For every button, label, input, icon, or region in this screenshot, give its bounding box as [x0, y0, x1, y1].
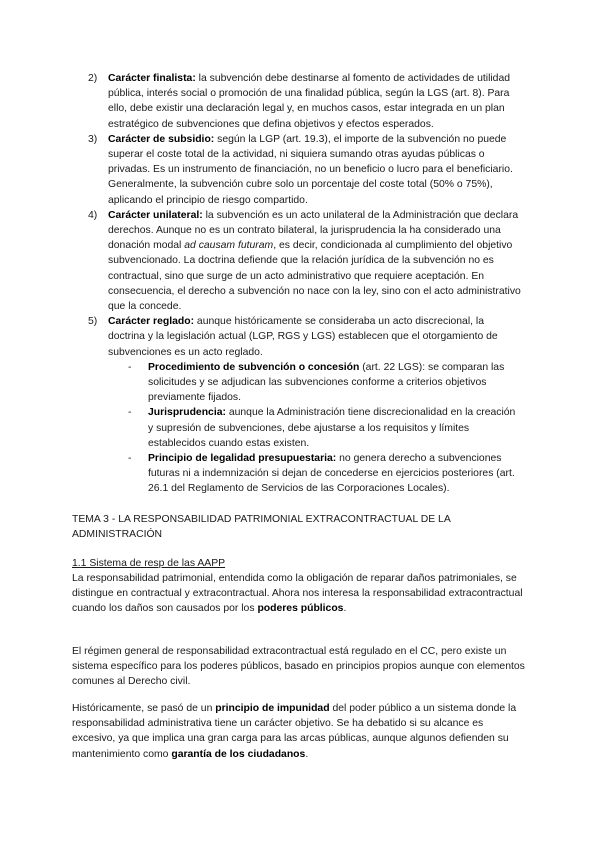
sub-item-text: (art. 22 LGS): se comparan las solicitudes y se adjudican las subvenciones conforme a criterios objetivos previamente fijados. [148, 361, 505, 404]
item-text: según la LGP (art. 19.3), el importe de la subvención no puede superar el coste total de la actividad, ni siquiera sumando otras ayudas públicas o privadas. Es un instrumento de financiación, no un beneficio o lucro para el beneficiario. Generalmente, la subvención cubre solo un porcentaje del coste total (50% o 75%), aplicando el principio de riesgo compartido. [108, 133, 513, 206]
dash-bullet: - [128, 407, 132, 419]
sub-list-item [128, 360, 522, 406]
item-number: 3) [88, 133, 98, 145]
sub-item-title: Procedimiento de subvención o concesión [148, 361, 360, 373]
paragraph [72, 571, 528, 617]
item-title: Carácter unilateral: [108, 209, 203, 221]
item-text: , es decir, condicionada al cumplimiento del objetivo subvencionado. La doctrina defiende que la relación jurídica de la subvención no es contractual, sino que surge de un acto administrativo que requiere aceptación. En consecuencia, el derecho a subvención no nace con la ley, sino con el acto administrativo que la concede. [108, 240, 521, 313]
sub-item-title: Principio de legalidad presupuestaria: [148, 453, 337, 465]
paragraph [72, 644, 528, 690]
paragraph-bold: garantía de los ciudadanos [171, 748, 306, 760]
list-item [88, 132, 522, 208]
item-number: 4) [88, 209, 98, 221]
list-item [88, 71, 522, 132]
paragraph-bold: poderes públicos [257, 603, 344, 615]
paragraph-text: La responsabilidad patrimonial, entendida como la obligación de reparar daños patrimoniales, se distingue en contractual y extracontractual. Ahora nos interesa la responsabilidad extracontractual cuando los daños son causados por los [72, 573, 523, 615]
sub-item-title: Jurisprudencia: [148, 407, 226, 419]
dash-bullet: - [128, 361, 132, 373]
sub-item-text: no genera derecho a subvenciones futuras ni a indemnización si dejan de concederse en ejercicios posteriores (art. 26.1 del Reglamento de Servicios de las Corporaciones Locales). [148, 453, 515, 495]
item-italic: ad causam futuram [184, 240, 274, 252]
paragraph [72, 701, 528, 762]
sub-list-item [128, 451, 522, 497]
item-text: la subvención es un acto unilateral de la Administración que declara derechos. Aunque no es un contrato bilateral, la jurisprudencia la ha considerado una donación modal [108, 209, 519, 252]
section-heading: TEMA 3 - LA RESPONSABILIDAD PATRIMONIAL EXTRACONTRACTUAL DE LA ADMINISTRACIÓN [72, 514, 451, 541]
item-title: Carácter finalista: [108, 73, 196, 84]
paragraph-end: . [305, 748, 309, 760]
item-text: aunque históricamente se consideraba un acto discrecional, la doctrina y la legislación actual (LGP, RGS y LGS) establecen que el otorgamiento de subvenciones es un acto reglado. [108, 316, 498, 358]
list-item [88, 314, 522, 496]
subsection-heading: 1.1 Sistema de resp de las AAPP [72, 558, 226, 569]
item-title: Carácter reglado: [108, 316, 195, 328]
paragraph-bold: principio de impunidad [215, 703, 330, 714]
sub-list [128, 360, 522, 497]
item-number: 5) [88, 316, 98, 328]
paragraph-text: El régimen general de responsabilidad extracontractual está regulado en el CC, pero existe un sistema específico para los poderes públicos, basado en principios propios aunque con elementos comunes al Derecho civil. [72, 646, 525, 688]
sub-item-text: aunque la Administración tiene discrecionalidad en la creación y supresión de subvenciones, debe ajustarse a los requisitos y límites establecidos cuando estas existen. [148, 407, 516, 449]
paragraph-end: . [343, 603, 347, 615]
dash-bullet: - [128, 453, 132, 465]
paragraph-text: Históricamente, se pasó de un [72, 703, 216, 714]
item-number: 2) [88, 73, 98, 84]
item-title: Carácter de subsidio: [108, 133, 215, 145]
item-text: la subvención debe destinarse al fomento de actividades de utilidad pública, interés social o promoción de una finalidad pública, según la LGS (art. 8). Para ello, debe existir una declaración legal y, en muchos casos, estar integrada en un plan estratégico de subvenciones que defina objetivos y efectos esperados. [108, 73, 511, 130]
list-item [88, 208, 522, 314]
sub-list-item [128, 405, 522, 451]
paragraph-text: del poder público a un sistema donde la responsabilidad administrativa tiene un carácter objetivo. Se ha debatido si su alcance es excesivo, ya que implica una gran carga para las arcas públicas, aunque algunos defienden su mantenimiento como [72, 703, 517, 760]
numbered-list [88, 71, 522, 497]
